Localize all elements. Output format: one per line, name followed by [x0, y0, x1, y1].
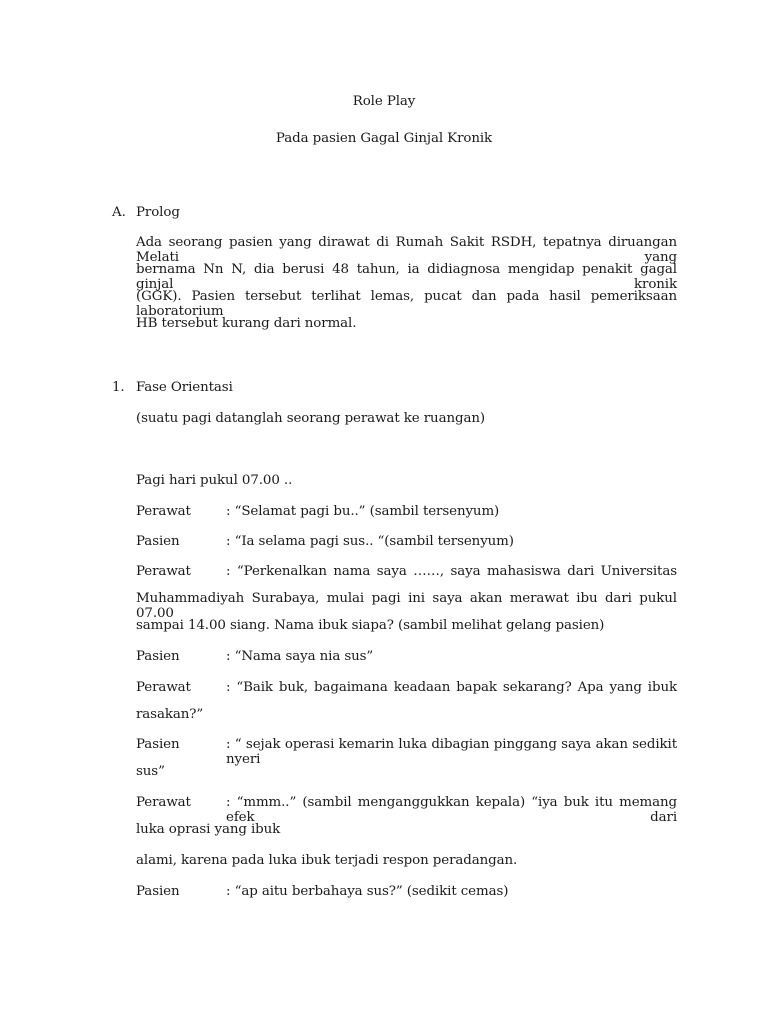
document-subtitle: Pada pasien Gagal Ginjal Kronik — [275, 131, 493, 146]
dialogue-speaker: Perawat — [136, 504, 191, 519]
document-title: Role Play — [352, 94, 416, 109]
section-a-marker: A. — [112, 205, 126, 220]
dialogue-speaker: Pasien — [136, 649, 180, 664]
prolog-line-3: (GGK). Pasien tersebut terlihat lemas, pucat dan pada hasil pemeriksaan laboratorium — [136, 289, 677, 319]
dialogue-text: : “ap aitu berbahaya sus?” (sedikit cemas) — [226, 884, 509, 899]
section-1-marker: 1. — [112, 380, 125, 395]
dialogue-text: : “Nama saya nia sus” — [226, 649, 374, 664]
dialogue-text: : “Selamat pagi bu..” (sambil tersenyum) — [226, 504, 500, 519]
dialogue-continuation: sampai 14.00 siang. Nama ibuk siapa? (sambil melihat gelang pasien) — [136, 618, 605, 633]
prolog-line-4: HB tersebut kurang dari normal. — [136, 316, 357, 331]
dialogue-text: alami, karena pada luka ibuk terjadi respon peradangan. — [136, 853, 518, 868]
dialogue-speaker: Perawat — [136, 680, 191, 695]
dialogue-text: : “Baik buk, bagaimana keadaan bapak sekarang? Apa yang ibuk — [226, 680, 677, 695]
section-a-heading: Prolog — [136, 205, 180, 220]
dialogue-text: : “ sejak operasi kemarin luka dibagian pinggang saya akan sedikit nyeri — [226, 737, 677, 767]
dialogue-continuation: Muhammadiyah Surabaya, mulai pagi ini saya akan merawat ibu dari pukul 07.00 — [136, 591, 677, 621]
dialogue-text: : “mmm..” (sambil menganggukkan kepala) “iya buk itu memang efek dari — [226, 795, 677, 825]
prolog-line-2: bernama Nn N, dia berusi 48 tahun, ia didiagnosa mengidap penakit gagal ginjal kronik — [136, 262, 677, 292]
section-1-heading: Fase Orientasi — [136, 380, 233, 395]
time-note: Pagi hari pukul 07.00 .. — [136, 473, 293, 488]
dialogue-speaker: Pasien — [136, 737, 180, 752]
dialogue-speaker: Pasien — [136, 884, 180, 899]
dialogue-text: : “Perkenalkan nama saya ……, saya mahasiswa dari Universitas — [226, 564, 677, 579]
dialogue-speaker: Pasien — [136, 534, 180, 549]
prolog-line-1: Ada seorang pasien yang dirawat di Rumah Sakit RSDH, tepatnya diruangan Melati yang — [136, 235, 677, 265]
dialogue-speaker: Perawat — [136, 795, 191, 810]
dialogue-text: : “Ia selama pagi sus.. “(sambil tersenyum) — [226, 534, 514, 549]
stage-note: (suatu pagi datanglah seorang perawat ke ruangan) — [136, 411, 485, 426]
dialogue-continuation: luka oprasi yang ibuk — [136, 822, 281, 837]
dialogue-continuation: sus” — [136, 764, 165, 779]
dialogue-speaker: Perawat — [136, 564, 191, 579]
dialogue-continuation: rasakan?” — [136, 707, 204, 722]
